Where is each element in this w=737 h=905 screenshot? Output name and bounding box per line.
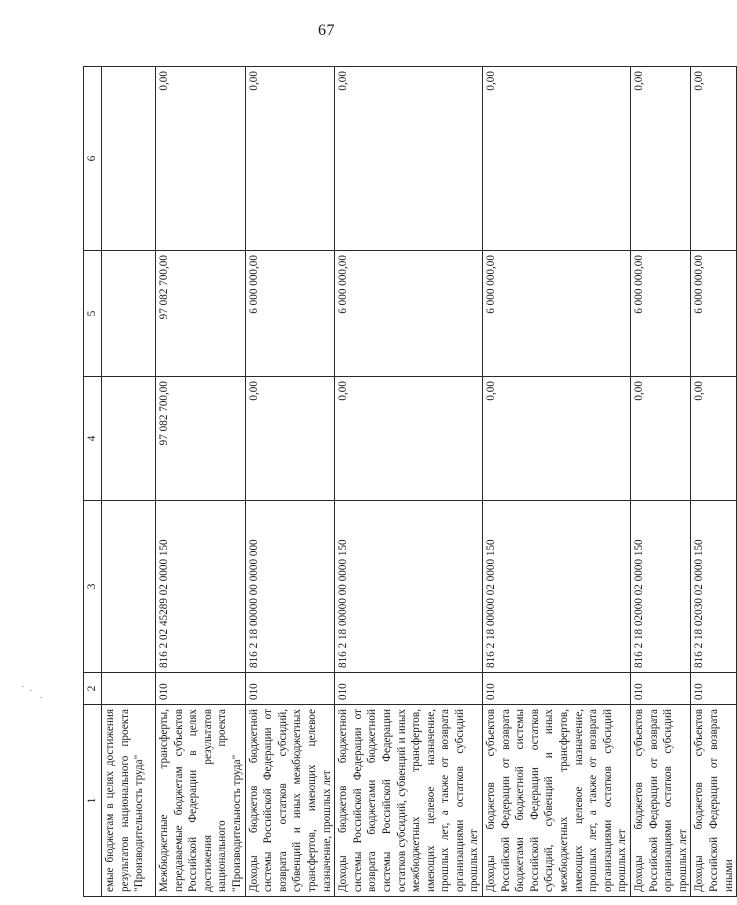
row-col4: 0,00 (335, 377, 483, 501)
row-kbk (102, 501, 156, 673)
page-number: 67 (318, 22, 335, 39)
scan-speck (30, 690, 32, 691)
row-col4: 0,00 (245, 377, 335, 501)
row-name: Межбюджетные трансферты, передаваемые бюджетам субъектов Российской Федерации в целях достижения результатов национального проекта "Производительность труда" (156, 705, 246, 897)
row-name: Доходы бюджетов бюджетной системы Российской Федерации от возврата бюджетами бюджетной системы Российской Федерации остатков субсидий, субвенций и иных межбюджетных трансфертов, имеющих целевое назначение, прошлых лет, а также от возврата организациями остатков субсидий прошлых лет (335, 705, 483, 897)
scan-speck (40, 697, 42, 698)
table-row (102, 67, 156, 897)
header-cell: 1 (84, 705, 102, 897)
header-cell: 3 (84, 501, 102, 673)
table-row (245, 67, 335, 897)
header-cell: 6 (84, 67, 102, 251)
row-col6: 0,00 (691, 67, 737, 251)
row-code: 010 (156, 673, 246, 705)
header-cell: 4 (84, 377, 102, 501)
table-row (156, 67, 246, 897)
rotated-table-container (83, 67, 735, 897)
row-kbk: 816 2 18 00000 00 0000 150 (335, 501, 483, 673)
row-code: 010 (245, 673, 335, 705)
table-row (335, 67, 483, 897)
row-code: 010 (335, 673, 483, 705)
row-col5 (102, 251, 156, 377)
row-name: Доходы бюджетов субъектов Российской Федерации от возврата бюджетами бюджетной системы Российской Федерации остатков субсидий, субвенций и иных межбюджетных трансфертов, имеющих целевое назначение, прошлых лет, а также от возврата организациями остатков субсидий прошлых лет (483, 705, 631, 897)
row-col6: 0,00 (483, 67, 631, 251)
row-name: Доходы бюджетов бюджетной системы Российской Федерации от возврата остатков субсидий, субвенций и иных межбюджетных трансфертов, имеющих целевое назначение, прошлых лет (245, 705, 335, 897)
header-cell: 5 (84, 251, 102, 377)
table-row (691, 67, 737, 897)
row-col5: 6 000 000,00 (245, 251, 335, 377)
row-col5: 6 000 000,00 (631, 251, 691, 377)
row-col6: 0,00 (335, 67, 483, 251)
table-row (631, 67, 691, 897)
row-code (102, 673, 156, 705)
row-col6: 0,00 (245, 67, 335, 251)
row-name: Доходы бюджетов субъектов Российской Федерации от возврата иными (691, 705, 737, 897)
table-header-row (84, 67, 102, 897)
row-col5: 6 000 000,00 (483, 251, 631, 377)
row-col5: 6 000 000,00 (691, 251, 737, 377)
row-col5: 6 000 000,00 (335, 251, 483, 377)
row-code: 010 (483, 673, 631, 705)
header-cell: 2 (84, 673, 102, 705)
row-col4: 0,00 (691, 377, 737, 501)
row-kbk: 816 2 18 02030 02 0000 150 (691, 501, 737, 673)
row-col6: 0,00 (156, 67, 246, 251)
row-kbk: 816 2 18 02000 02 0000 150 (631, 501, 691, 673)
row-col6 (102, 67, 156, 251)
row-col4 (102, 377, 156, 501)
row-kbk: 816 2 02 45289 02 0000 150 (156, 501, 246, 673)
row-name: Доходы бюджетов субъектов Российской Федерации от возврата организациями остатков субсидий прошлых лет (631, 705, 691, 897)
row-name: емые бюджетам в целях достижения результатов национального проекта "Производительность труда" (102, 705, 156, 897)
row-col6: 0,00 (631, 67, 691, 251)
row-col4: 97 082 700,00 (156, 377, 246, 501)
scan-speck (22, 686, 24, 687)
row-kbk: 816 2 18 00000 02 0000 150 (483, 501, 631, 673)
table-row (483, 67, 631, 897)
row-col5: 97 082 700,00 (156, 251, 246, 377)
row-col4: 0,00 (483, 377, 631, 501)
row-code: 010 (691, 673, 737, 705)
row-col4: 0,00 (631, 377, 691, 501)
budget-table (83, 66, 737, 897)
row-code: 010 (631, 673, 691, 705)
row-kbk: 816 2 18 00000 00 0000 000 (245, 501, 335, 673)
